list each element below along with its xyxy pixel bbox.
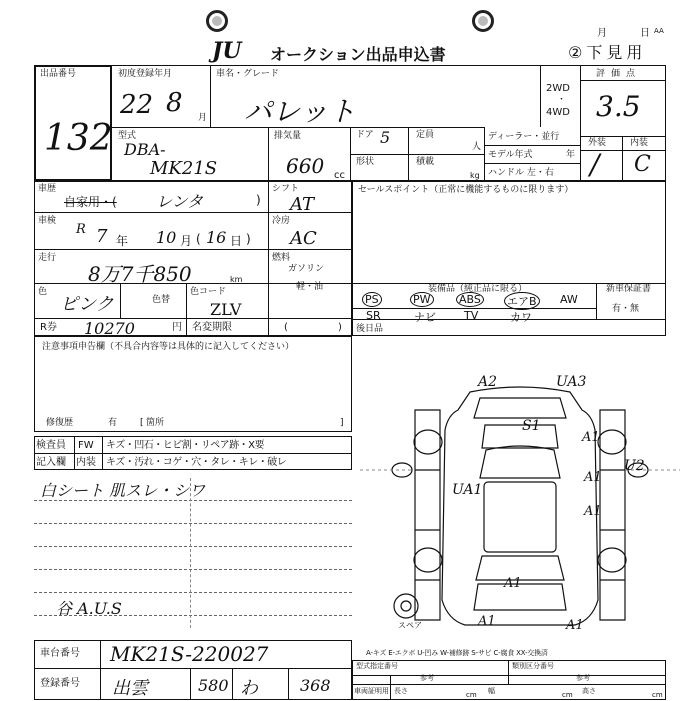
exterior-grade: / <box>590 148 600 181</box>
cert-label: 車両証明用 <box>354 687 389 695</box>
checker-label: 検査員 <box>36 440 66 451</box>
chassis-number: MK21S-220027 <box>110 642 269 666</box>
shift: AT <box>290 194 315 215</box>
model-year-label: モデル年式 <box>488 150 533 160</box>
owner-paren: ( <box>284 322 288 333</box>
handle-label: ハンドル 左・右 <box>488 168 554 178</box>
equip-navi: ナビ <box>414 311 436 324</box>
rating: 3.5 <box>596 90 641 123</box>
drive-4wd: 4WD <box>546 107 570 118</box>
model-year-unit: 年 <box>566 150 576 160</box>
plate-class: 580 <box>198 676 229 695</box>
door: 5 <box>380 128 391 147</box>
punch-hole-right <box>472 10 494 32</box>
displacement-unit: cc <box>334 170 345 181</box>
length-unit: cm <box>466 691 477 699</box>
fuel-option-gasoline: ガソリン <box>288 264 325 274</box>
repair-yes: 有 <box>108 418 118 428</box>
car-name: パレット <box>244 95 356 128</box>
equipment-label: 装備品（純正品に限る） <box>428 284 528 294</box>
lot-number-label: 出品番号 <box>40 69 77 79</box>
owner-paren-close: ) <box>338 322 342 333</box>
equip-airbag: エアB <box>504 292 540 310</box>
inspection-month: 10 <box>156 228 177 247</box>
height-label: 高さ <box>582 687 596 695</box>
car-damage-diagram <box>360 370 680 650</box>
rating-label: 評価点 <box>596 69 642 79</box>
model-line2: MK21S <box>150 158 218 179</box>
punch-hole-left <box>206 10 228 32</box>
color: ピンク <box>60 294 114 315</box>
width-unit: cm <box>562 691 573 699</box>
length-label: 長さ <box>394 687 408 695</box>
drive-dot: ・ <box>557 95 567 105</box>
damage-legend: A-キズ E-エクボ U-凹み W-補修跡 S-サビ C-腐食 XX-交換済 <box>366 649 548 657</box>
entry-label: 記入欄 <box>36 457 66 468</box>
fuel-label: 燃料 <box>272 253 291 263</box>
exterior-label: 外装 <box>588 138 607 148</box>
load-label: 積載 <box>416 157 435 167</box>
interior-items-label: 内装 <box>76 457 96 468</box>
mark-rear-quarter: A1 <box>504 576 522 591</box>
inspection-day-unit: 日 <box>230 234 243 248</box>
reg-year: 22 <box>120 90 154 120</box>
ref-label-2: 参考 <box>576 674 590 682</box>
interior-items: キズ・汚れ・コゲ・穴・タレ・キレ・破レ <box>106 457 287 468</box>
inspection-era: R <box>76 222 86 237</box>
color-label: 色 <box>38 287 48 297</box>
displacement-label: 排気量 <box>274 131 302 141</box>
mark-hood: S1 <box>522 418 541 434</box>
interior-label: 内装 <box>630 138 649 148</box>
ref-label: 参考 <box>420 674 434 682</box>
recycle-unit: 円 <box>172 322 182 333</box>
reg-month: 8 <box>166 88 183 118</box>
type-label: 型式指定番号 <box>356 662 398 670</box>
capacity-unit: 人 <box>472 142 482 152</box>
mark-roof-left: UA1 <box>452 482 483 498</box>
spare-label: スペア <box>398 621 422 630</box>
new-cert-value: 有・無 <box>612 304 640 314</box>
lot-number: 132 <box>44 118 113 159</box>
fw-items: キズ・凹石・ヒビ割・リペア跡・X要 <box>106 440 264 451</box>
after-parts-label: 後日品 <box>356 324 384 334</box>
body-label: 形状 <box>356 157 375 167</box>
ac-label: 冷房 <box>272 216 291 226</box>
drive-2wd: 2WD <box>546 83 570 94</box>
header <box>0 27 700 66</box>
door-label: ドア <box>356 130 374 140</box>
equip-leather: カワ <box>510 311 532 324</box>
inspection-label: 車検 <box>38 216 57 226</box>
history-printed: 自家用・( <box>64 195 117 209</box>
date-month-label: 月 <box>597 28 607 39</box>
plate-region: 出雲 <box>112 678 148 699</box>
chassis-label: 車台番号 <box>40 648 80 659</box>
recycle: 10270 <box>84 319 135 338</box>
ac: AC <box>290 228 317 249</box>
plate-kana: わ <box>240 678 258 699</box>
repair-label: 修復歴 <box>46 418 74 428</box>
repair-place: 箇所 <box>146 418 165 428</box>
class-label: 類別区分番号 <box>512 662 554 670</box>
mileage: 8万7千850 <box>88 262 192 286</box>
color-code-label: 色コード <box>190 287 227 297</box>
model-label: 型式 <box>118 131 137 141</box>
mark-mirror-right: U2 <box>624 458 645 474</box>
model-line1: DBA- <box>124 140 166 159</box>
load-unit: kg <box>470 171 480 180</box>
owner-change-label: 名変期限 <box>192 322 232 333</box>
ju-logo: JU <box>212 38 242 64</box>
car-name-label: 車名・グレード <box>216 69 280 79</box>
mark-front-right: UA3 <box>556 374 587 390</box>
mileage-label: 走行 <box>38 253 57 263</box>
history-close: ) <box>256 193 261 207</box>
date-suffix: AA <box>654 27 664 35</box>
color-change-label: 色替 <box>152 295 171 305</box>
mark-front-left: A2 <box>478 374 498 390</box>
equip-abs: ABS <box>456 292 484 307</box>
height-unit: cm <box>652 691 663 699</box>
displacement: 660 <box>286 154 325 178</box>
sales-point-label: セールスポイント（正常に機能するものに限ります） <box>358 185 574 195</box>
hand-note-marks: 谷 A.U.S <box>56 599 122 618</box>
plate-number: 368 <box>300 676 331 695</box>
history: レンタ <box>156 192 203 211</box>
inspection-year-unit: 年 <box>116 234 129 248</box>
equip-ps: PS <box>362 292 382 307</box>
reg-year-label: 初度登録年月 <box>118 69 173 79</box>
mark-rear-right: A1 <box>566 618 584 633</box>
inspection-year: 7 <box>96 226 108 247</box>
equip-tv: TV <box>464 309 479 322</box>
equip-pw: PW <box>410 292 434 307</box>
capacity-label: 定員 <box>416 130 435 140</box>
fuel-option-light-oil: 軽・油 <box>296 282 324 292</box>
recycle-label: R券 <box>40 322 57 333</box>
interior-grade: C <box>634 152 651 177</box>
mark-door-rear-right: A1 <box>584 504 602 519</box>
notes-label: 注意事項申告欄（不具合内容等は具体的に記入してください） <box>42 342 295 352</box>
width-label: 幅 <box>488 687 495 695</box>
shift-label: シフト <box>272 184 300 194</box>
inspection-day: 16 <box>206 228 227 247</box>
mark-fender-right: A1 <box>582 430 600 445</box>
repair-bracket: ] <box>340 418 344 428</box>
inspection-month-unit: 月 <box>180 234 193 248</box>
date-day-label: 日 <box>640 28 650 39</box>
color-code: ZLV <box>210 300 242 319</box>
mileage-unit: km <box>230 275 243 284</box>
fw-label: FW <box>78 440 94 451</box>
plate-label: 登録番号 <box>40 678 80 689</box>
form-title: オークション出品申込書 <box>270 45 446 64</box>
hand-note-seat: 白シート 肌スレ・シワ <box>40 481 206 500</box>
equip-aw: AW <box>560 293 578 306</box>
reg-month-unit: 月 <box>198 113 208 123</box>
new-cert-label: 新車保証書 <box>606 284 652 294</box>
mark-door-front-right: A1 <box>584 470 602 485</box>
copy-label: ②下見用 <box>568 43 647 62</box>
dealer-label: ディーラー・並行 <box>488 132 560 142</box>
history-label: 車歴 <box>38 184 57 194</box>
equip-sr: SR <box>366 309 381 322</box>
mark-rear-bumper: A1 <box>478 614 496 629</box>
